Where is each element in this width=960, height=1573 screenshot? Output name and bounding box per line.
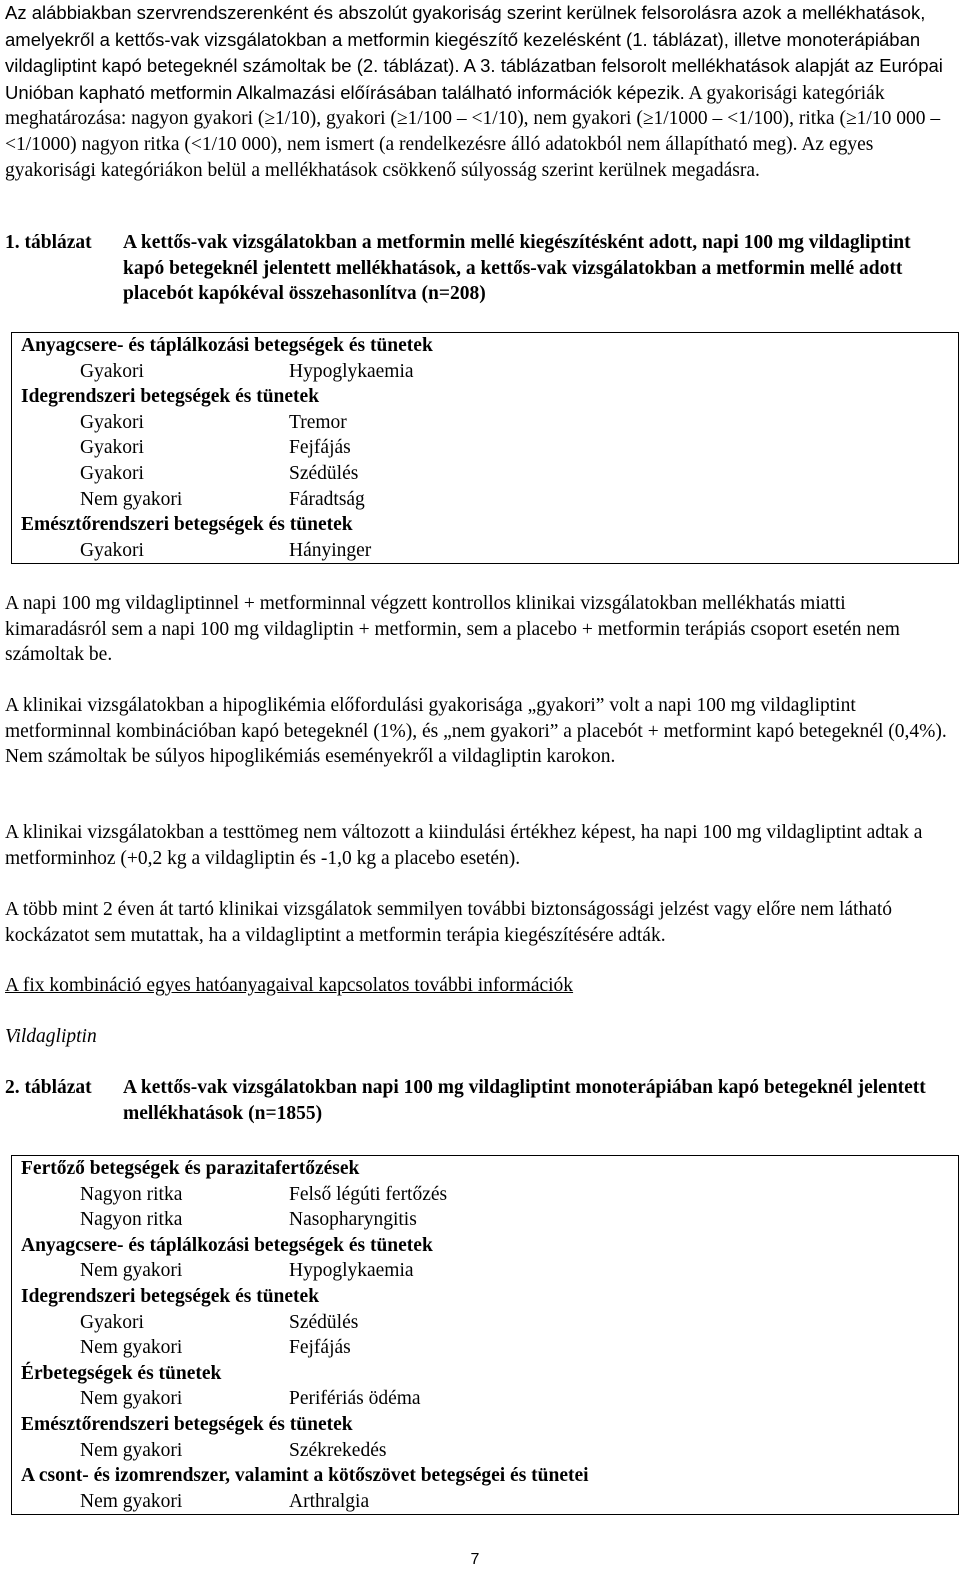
section-heading: Idegrendszeri betegségek és tünetek (21, 1285, 320, 1307)
intro-serif-text: A gyakorisági kategóriák meghatározása: nagyon gyakori (≥1/10), gyakori (≥1/100 – <1/10), nem gyakori (≥1/1000 – <1/100), ritka (≥1/10 000 – <1/1000) nagyon ritka (<1/10 000), nem ismert (a rendelkezésre álló adatokból nem állapítható meg). Az egyes gyakorisági kategóriákon belül a mellékhatások csökkenő súlyosság szerint kerülnek megadásra. (5, 82, 941, 181)
adverse-effect-cell: Székrekedés (289, 1439, 387, 1461)
adverse-effect-cell: Hypoglykaemia (289, 1260, 414, 1282)
paragraph-body-weight: A klinikai vizsgálatokban a testtömeg nem változott a kiindulási értékhez képest, ha napi 100 mg vildagliptint adtak a metforminhoz (+0,2 kg a vildagliptin és -1,0 kg a placebo esetén). (5, 822, 923, 869)
table1-caption-text: A kettős-vak vizsgálatokban a metformin mellé kiegészítésként adott, napi 100 mg vildagliptint kapó betegeknél jelentett mellékhatások, a kettős-vak vizsgálatokban a metformin mellé adott placebót kapókéval összehasonlítva (n=208) (123, 232, 911, 305)
frequency-cell: Gyakori (80, 539, 144, 561)
table-row (21, 1310, 958, 1336)
table-row (21, 1438, 958, 1464)
frequency-cell: Nem gyakori (80, 1490, 183, 1512)
section-heading: Érbetegségek és tünetek (21, 1362, 222, 1384)
heading-vildagliptin: Vildagliptin (5, 1026, 97, 1047)
table-row (21, 1335, 958, 1361)
frequency-cell: Gyakori (80, 1311, 144, 1333)
section-heading: Anyagcsere- és táplálkozási betegségek és tünetek (21, 335, 433, 356)
frequency-cell: Nagyon ritka (80, 1183, 183, 1205)
adverse-effect-cell: Fejfájás (289, 1337, 351, 1359)
section-heading: A csont- és izomrendszer, valamint a kötőszövet betegségei és tünetei (21, 1465, 589, 1487)
subheading-fixed-combination: A fix kombináció egyes hatóanyagaival kapcsolatos további információk (5, 975, 574, 996)
table-row (21, 359, 958, 385)
frequency-cell: Nem gyakori (80, 488, 183, 510)
table-row (21, 1386, 958, 1412)
paragraph-withdrawal: A napi 100 mg vildagliptinnel + metforminnal végzett kontrollos klinikai vizsgálatokban mellékhatás miatti kimaradásról sem a napi 100 mg vildagliptin + metformin, sem a placebo + metformin terápiás csoport esetén nem számoltak be. (5, 593, 900, 666)
adverse-effect-cell: Hányinger (289, 539, 372, 561)
adverse-effect-cell: Nasopharyngitis (289, 1209, 417, 1231)
table1-number: 1. táblázat (5, 232, 92, 253)
table1-caption (5, 230, 950, 307)
table2-number: 2. táblázat (5, 1077, 92, 1098)
table-row (21, 487, 958, 513)
table-row (21, 538, 958, 564)
section-heading: Fertőző betegségek és parazitafertőzések (21, 1158, 360, 1179)
section-heading: Idegrendszeri betegségek és tünetek (21, 386, 320, 408)
frequency-cell: Gyakori (80, 437, 144, 459)
adverse-effect-cell: Fáradtság (289, 488, 365, 510)
frequency-cell: Gyakori (80, 462, 144, 484)
table-row (21, 410, 958, 436)
adverse-effect-cell: Szédülés (289, 462, 359, 484)
page-number: 7 (470, 1551, 480, 1568)
adverse-effect-cell: Fejfájás (289, 437, 351, 459)
table2-caption (5, 1075, 950, 1126)
frequency-cell: Nem gyakori (80, 1260, 183, 1282)
table-row (21, 1489, 958, 1515)
table2-caption-text: A kettős-vak vizsgálatokban napi 100 mg vildagliptint monoterápiában kapó betegeknél jelentett mellékhatások (n=1855) (123, 1077, 926, 1124)
frequency-cell: Nem gyakori (80, 1388, 183, 1410)
frequency-cell: Gyakori (80, 411, 144, 433)
frequency-cell: Nem gyakori (80, 1337, 183, 1359)
table-row (21, 1207, 958, 1233)
adverse-effect-cell: Hypoglykaemia (289, 360, 414, 382)
adverse-effect-cell: Perifériás ödéma (289, 1388, 421, 1410)
section-heading: Emésztőrendszeri betegségek és tünetek (21, 514, 353, 536)
adverse-effect-cell: Arthralgia (289, 1490, 370, 1512)
adverse-effect-cell: Felső légúti fertőzés (289, 1183, 448, 1205)
section-heading: Anyagcsere- és táplálkozási betegségek és tünetek (21, 1234, 433, 1256)
frequency-cell: Nagyon ritka (80, 1209, 183, 1231)
paragraph-hypoglycaemia: A klinikai vizsgálatokban a hipoglikémia előfordulási gyakorisága „gyakori” volt a napi 100 mg vildagliptint metforminnal kombinációban kapó betegeknél (1%), és „nem gyakori” a placebót + metformint kapó betegeknél (0,4%). Nem számoltak be súlyos hipoglikémiás eseményekről a vildagliptin karokon. (5, 695, 947, 768)
table1 (11, 332, 959, 564)
intro-sans-text: Az alábbiakban szervrendszerenként és abszolút gyakoriság szerint kerülnek felsorolásra azok a mellékhatások, amelyekről a kettős-vak vizsgálatokban a metformin kiegészítő kezelésként (1. táblázat), illetve monoterápiában vildagliptint kapó betegeknél számoltak be (2. táblázat). A 3. táblázatban felsorolt mellékhatások alapját az Európai Unióban kapható metformin Alkalmazási előírásában található információk képezik. (5, 2, 943, 103)
intro-paragraph (5, 0, 950, 183)
table-row (21, 1182, 958, 1208)
frequency-cell: Gyakori (80, 360, 144, 382)
adverse-effect-cell: Tremor (289, 411, 347, 433)
frequency-cell: Nem gyakori (80, 1439, 183, 1461)
table-row (21, 435, 958, 461)
adverse-effect-cell: Szédülés (289, 1311, 359, 1333)
table-row (21, 1258, 958, 1284)
table-row (21, 461, 958, 487)
paragraph-long-term: A több mint 2 éven át tartó klinikai vizsgálatok semmilyen további biztonságossági jelzést vagy előre nem látható kockázatot sem mutattak, ha a vildagliptint a metformin terápia kiegészítésére adták. (5, 899, 893, 946)
table2 (11, 1155, 959, 1515)
section-heading: Emésztőrendszeri betegségek és tünetek (21, 1413, 353, 1435)
